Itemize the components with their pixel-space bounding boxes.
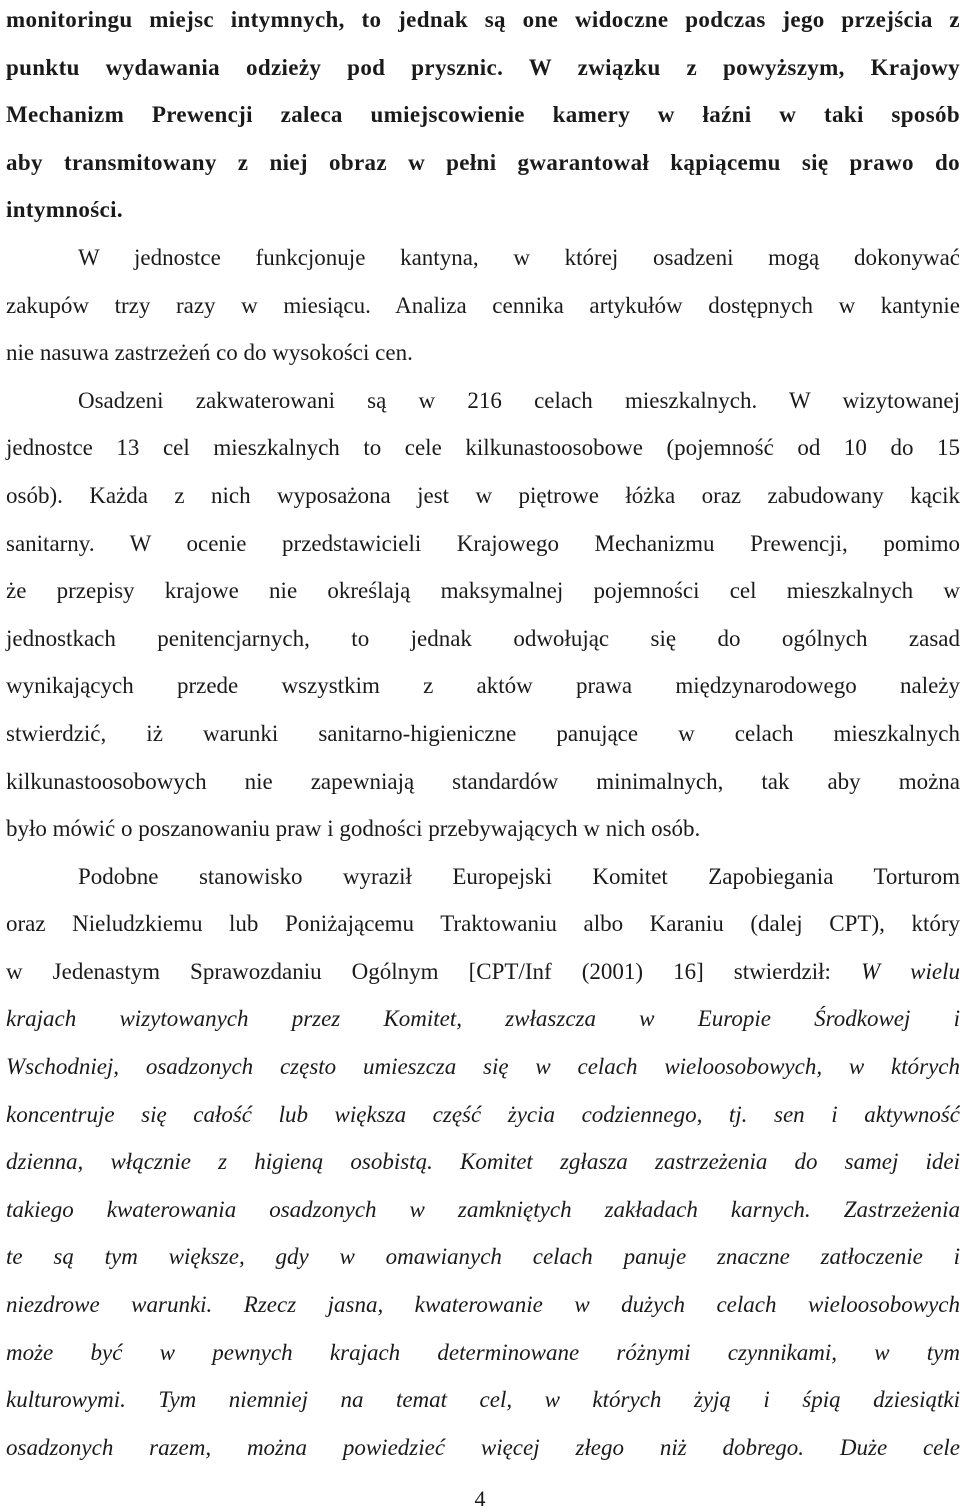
- cpt-quote-line: takiego kwaterowania osadzonych w zamkniętych zakładach karnych. Zastrzeżenia: [6, 1196, 960, 1222]
- text-line: oraz Nieludzkiemu lub Poniżającemu Traktowaniu albo Karaniu (dalej CPT), który: [6, 911, 960, 937]
- cpt-quote-line: może być w pewnych krajach determinowane różnymi czynnikami, w tym: [6, 1339, 960, 1365]
- text-line: monitoringu miejsc intymnych, to jednak są one widoczne podczas jego przejścia z: [6, 7, 960, 32]
- cpt-quote-start: W wielu: [860, 958, 960, 984]
- text-line: Mechanizm Prewencji zaleca umiejscowienie kamery w łaźni w taki sposób: [6, 102, 960, 128]
- text-line: aby transmitowany z niej obraz w pełni gwarantował kąpiącemu się prawo do: [6, 149, 960, 175]
- text-line: Podobne stanowisko wyraził Europejski Komitet Zapobiegania Torturom: [78, 863, 960, 889]
- text-line: sanitarny. W ocenie przedstawicieli Krajowego Mechanizmu Prewencji, pomimo: [6, 530, 960, 556]
- cpt-quote-line: dzienna, włącznie z higieną osobistą. Komitet zgłasza zastrzeżenia do samej idei: [6, 1149, 960, 1175]
- text-line: stwierdzić, iż warunki sanitarno-higieniczne panujące w celach mieszkalnych: [6, 720, 960, 746]
- cpt-quote-line: niezdrowe warunki. Rzecz jasna, kwaterowanie w dużych celach wieloosobowych: [6, 1292, 960, 1318]
- paragraph-cells: [6, 377, 960, 853]
- text-line: Osadzeni zakwaterowani są w 216 celach mieszkalnych. W wizytowanej: [78, 387, 960, 413]
- text-line: zakupów trzy razy w miesiącu. Analiza cennika artykułów dostępnych w kantynie: [6, 292, 960, 318]
- text-line: jednostce 13 cel mieszkalnych to cele kilkunastoosobowe (pojemność od 10 do 15: [6, 435, 960, 461]
- text-line: intymności.: [6, 197, 123, 223]
- text-line: było mówić o poszanowaniu praw i godności przebywających w nich osób.: [6, 816, 701, 842]
- cpt-quote-line: Wschodniej, osadzonych często umieszcza się w celach wieloosobowych, w których: [6, 1054, 960, 1080]
- cpt-quote-line: kulturowymi. Tym niemniej na temat cel, w których żyją i śpią dziesiątki: [6, 1387, 960, 1413]
- text-line: jednostkach penitencjarnych, to jednak odwołując się do ogólnych zasad: [6, 625, 960, 651]
- text-line: osób). Każda z nich wyposażona jest w piętrowe łóżka oraz zabudowany kącik: [6, 482, 960, 508]
- cpt-quote-line: koncentruje się całość lub większa część życia codziennego, tj. sen i aktywność: [6, 1101, 960, 1127]
- cpt-quote-line: osadzonych razem, można powiedzieć więcej złego niż dobrego. Duże cele: [6, 1434, 960, 1460]
- cpt-quote-line: krajach wizytowanych przez Komitet, zwłaszcza w Europie Środkowej i: [6, 1006, 960, 1032]
- text-line-plain: w Jedenastym Sprawozdaniu Ogólnym [CPT/Inf (2001) 16] stwierdził:: [6, 958, 861, 984]
- paragraph-canteen: [6, 234, 960, 377]
- text-line: W jednostce funkcjonuje kantyna, w której osadzeni mogą dokonywać: [78, 244, 960, 270]
- cpt-quote-line: te są tym większe, gdy w omawianych celach panuje znaczne zatłoczenie i: [6, 1244, 960, 1270]
- text-line: punktu wydawania odzieży pod prysznic. W związku z powyższym, Krajowy: [6, 54, 960, 80]
- paragraph-bathroom-camera: [6, 0, 960, 234]
- text-line: wynikających przede wszystkim z aktów prawa międzynarodowego należy: [6, 673, 960, 699]
- document-page: [6, 0, 960, 1471]
- paragraph-cpt: [6, 853, 960, 1472]
- text-line: że przepisy krajowe nie określają maksymalnej pojemności cel mieszkalnych w: [6, 578, 960, 604]
- text-line: kilkunastoosobowych nie zapewniają standardów minimalnych, tak aby można: [6, 768, 960, 794]
- text-line: nie nasuwa zastrzeżeń co do wysokości cen.: [6, 340, 413, 366]
- text-line: [6, 948, 960, 996]
- page-number: 4: [474, 1486, 486, 1511]
